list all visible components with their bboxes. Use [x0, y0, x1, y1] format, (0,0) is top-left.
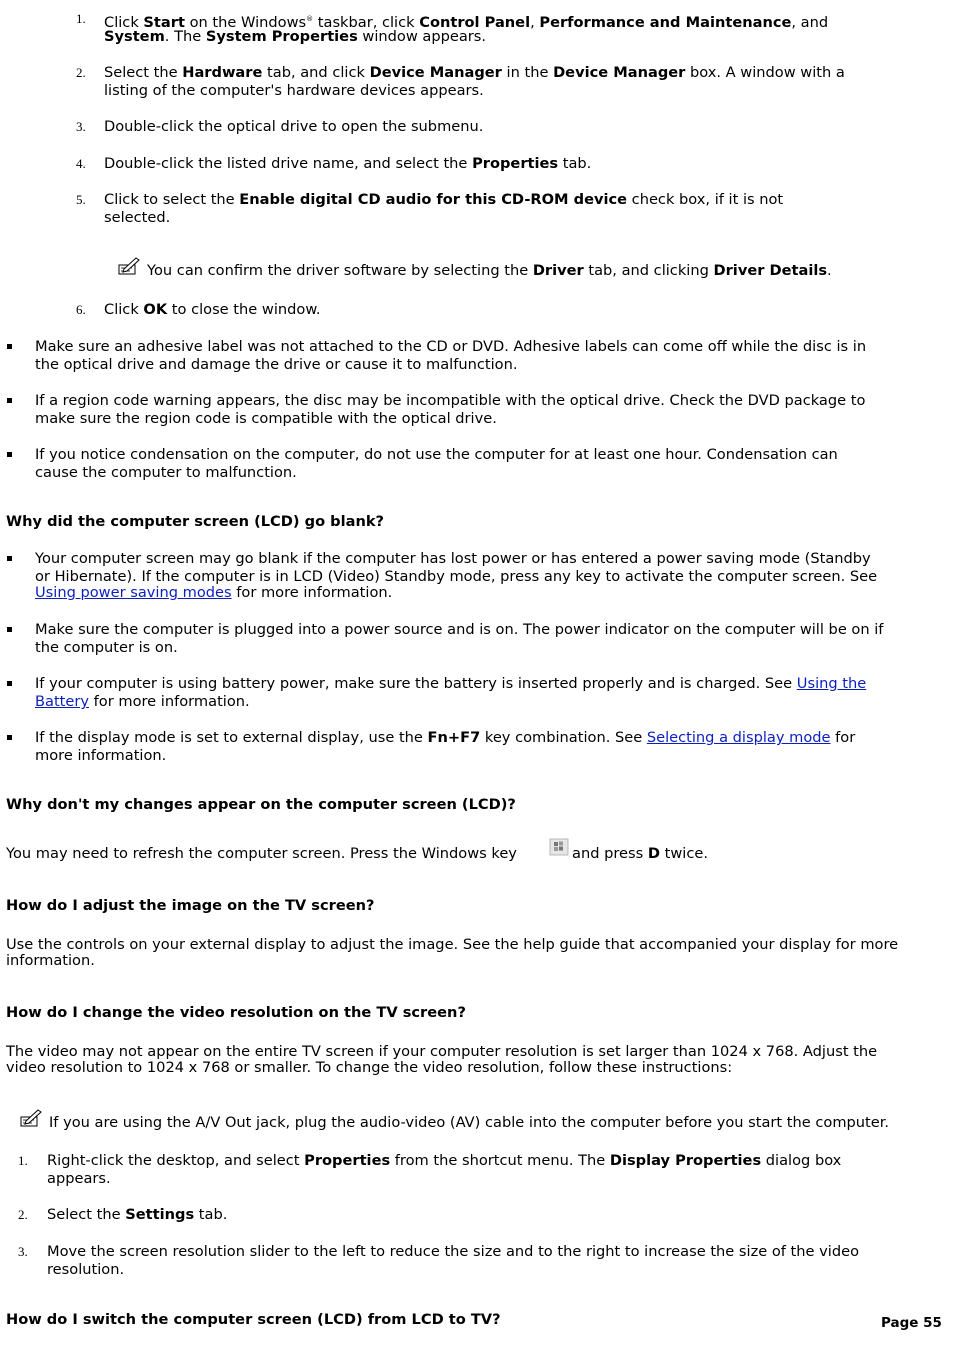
note-pencil-icon	[118, 257, 142, 277]
bullet	[7, 452, 12, 457]
text-run: in the	[501, 64, 554, 81]
bold-term: Settings	[125, 1206, 195, 1223]
text-run: the optical drive and damage the drive or cause it to malfunction.	[35, 356, 518, 373]
bullet-text-cont	[35, 464, 297, 482]
bold-term: Control Panel	[419, 13, 531, 31]
step-number: 1.	[76, 11, 86, 26]
text-run: Make sure the computer is plugged into a power source and is on. The power indicator on the computer will be on if	[35, 621, 884, 638]
text-run: Move the screen resolution slider to the left to reduce the size and to the right to increase the size of the video	[47, 1243, 859, 1260]
text-run: . The	[164, 28, 206, 45]
text-run: Make sure an adhesive label was not attached to the CD or DVD. Adhesive labels can come off while the disc is in	[35, 338, 867, 355]
note-text	[147, 262, 832, 280]
text-run: appears.	[47, 1170, 111, 1187]
bullet	[7, 627, 12, 632]
section-heading: How do I switch the computer screen (LCD) from LCD to TV?	[6, 1311, 501, 1328]
text-run: for	[830, 729, 856, 746]
bold-term: Device Manager	[369, 64, 502, 81]
step-number: 3.	[18, 1244, 28, 1259]
bold-term: System Properties	[205, 28, 358, 45]
text-run: Click	[104, 13, 144, 31]
trademark-mark: ®	[306, 15, 314, 23]
bold-term: D	[647, 845, 660, 862]
text-run: resolution.	[47, 1261, 125, 1278]
text-run: check box, if it is not	[627, 191, 784, 208]
paragraph: The video may not appear on the entire TV screen if your computer resolution is set larger than 1024 x 768. Adjust the	[6, 1043, 878, 1060]
step-text-cont	[104, 82, 484, 100]
text-run: tab, and click	[262, 64, 370, 81]
text-run: window appears.	[357, 28, 487, 45]
bullet-text	[35, 338, 866, 356]
bullet	[7, 735, 12, 740]
bullet-text-cont	[35, 584, 392, 602]
bullet-text-cont	[35, 639, 178, 657]
text-run: tab.	[194, 1206, 228, 1223]
bold-term: OK	[143, 301, 168, 318]
help-link[interactable]: Using the	[796, 675, 867, 692]
text-run: Select the	[104, 64, 183, 81]
bold-term: Performance and Maintenance	[539, 13, 792, 31]
text-run: key combination. See	[480, 729, 647, 746]
paragraph-cont	[572, 845, 708, 863]
bold-term: Fn+F7	[427, 729, 481, 746]
page-number: Page 55	[881, 1315, 942, 1331]
bullet-text	[35, 550, 871, 568]
paragraph: You may need to refresh the computer screen. Press the Windows key	[6, 845, 517, 862]
text-run: on the Windows	[184, 13, 307, 31]
bullet-text	[35, 675, 866, 693]
step-number: 1.	[18, 1153, 28, 1168]
step-text-cont	[104, 28, 486, 46]
text-run: taskbar, click	[313, 13, 420, 31]
bullet-text-cont	[35, 410, 497, 428]
text-run: You can confirm the driver software by selecting the	[147, 262, 533, 279]
step-text-cont	[104, 209, 170, 227]
paragraph-cont: video resolution to 1024 x 768 or smaller. To change the video resolution, follow these instructions:	[6, 1059, 733, 1076]
bold-term: Hardware	[182, 64, 263, 81]
bullet-text-cont	[35, 693, 250, 711]
text-run: and press	[572, 845, 648, 862]
step-text	[104, 118, 483, 136]
text-run: If your computer is using battery power, make sure the battery is inserted properly and is charged. See	[35, 675, 797, 692]
step-text	[47, 1152, 841, 1170]
bullet-text-cont	[35, 747, 166, 765]
step-number: 5.	[76, 192, 86, 207]
text-run: If the display mode is set to external display, use the	[35, 729, 428, 746]
help-link[interactable]: Selecting a display mode	[646, 729, 831, 746]
text-run: , and	[791, 13, 829, 31]
bold-term: Enable digital CD audio for this CD-ROM device	[239, 191, 628, 208]
text-run: for more information.	[231, 584, 393, 601]
text-run: Your computer screen may go blank if the computer has lost power or has entered a power saving mode (Standby	[35, 550, 871, 567]
help-link[interactable]: Battery	[35, 693, 90, 710]
step-number: 2.	[76, 65, 86, 80]
text-run: tab.	[558, 155, 592, 172]
bold-term: System	[104, 28, 165, 45]
bullet-text	[35, 621, 883, 639]
bullet	[7, 556, 12, 561]
section-heading: How do I adjust the image on the TV screen?	[6, 897, 375, 914]
text-run: .	[827, 262, 832, 279]
text-run: Double-click the optical drive to open the submenu.	[104, 118, 484, 135]
note-pencil-icon	[20, 1109, 44, 1129]
text-run: or Hibernate). If the computer is in LCD (Video) Standby mode, press any key to activate the computer screen. See	[35, 568, 878, 585]
step-text	[104, 301, 321, 319]
bullet-text	[35, 392, 865, 410]
text-run: listing of the computer's hardware devices appears.	[104, 82, 484, 99]
section-heading: Why did the computer screen (LCD) go blank?	[6, 513, 385, 530]
section-heading: How do I change the video resolution on the TV screen?	[6, 1004, 466, 1021]
bold-term: Driver	[532, 262, 584, 279]
step-text	[104, 191, 783, 209]
step-text-cont	[47, 1261, 124, 1279]
bullet-text	[35, 446, 838, 464]
bullet-text-cont	[35, 356, 517, 374]
bullet	[7, 344, 12, 349]
text-run: Right-click the desktop, and select	[47, 1152, 305, 1169]
text-run: dialog box	[761, 1152, 842, 1169]
text-run: box. A window with a	[685, 64, 845, 81]
text-run: twice.	[660, 845, 708, 862]
bold-term: Driver Details	[713, 262, 828, 279]
help-link[interactable]: Using power saving modes	[35, 584, 232, 601]
bold-term: Properties	[304, 1152, 391, 1169]
text-run: cause the computer to malfunction.	[35, 464, 297, 481]
text-run: more information.	[35, 747, 167, 764]
step-number: 3.	[76, 119, 86, 134]
bold-term: Properties	[472, 155, 559, 172]
note-text: If you are using the A/V Out jack, plug the audio-video (AV) cable into the computer before you start the computer.	[49, 1114, 890, 1131]
text-run: from the shortcut menu. The	[390, 1152, 610, 1169]
text-run: tab, and clicking	[583, 262, 714, 279]
step-text-cont	[47, 1170, 111, 1188]
step-number: 4.	[76, 156, 86, 171]
text-run: Click to select the	[104, 191, 240, 208]
text-run: for more information.	[89, 693, 250, 710]
bold-term: Device Manager	[553, 64, 686, 81]
section-heading: Why don't my changes appear on the computer screen (LCD)?	[6, 796, 516, 813]
text-run: Double-click the listed drive name, and select the	[104, 155, 473, 172]
bold-term: Display Properties	[609, 1152, 762, 1169]
text-run: the computer is on.	[35, 639, 178, 656]
text-run: Click	[104, 301, 144, 318]
paragraph: Use the controls on your external display to adjust the image. See the help guide that accompanied your display for more	[6, 936, 899, 953]
step-text	[47, 1206, 227, 1224]
bold-term: Start	[143, 13, 185, 31]
text-run: to close the window.	[167, 301, 321, 318]
step-number: 2.	[18, 1207, 28, 1222]
windows-key-icon	[549, 838, 569, 856]
text-run: If you notice condensation on the computer, do not use the computer for at least one hour. Condensation can	[35, 446, 838, 463]
bullet	[7, 681, 12, 686]
step-text	[104, 155, 591, 173]
text-run: ,	[530, 13, 540, 31]
text-run: selected.	[104, 209, 171, 226]
step-text	[104, 64, 845, 82]
bullet-text	[35, 729, 855, 747]
bullet	[7, 398, 12, 403]
text-run: make sure the region code is compatible with the optical drive.	[35, 410, 497, 427]
paragraph-cont: information.	[6, 952, 95, 969]
step-text	[47, 1243, 859, 1261]
step-number: 6.	[76, 302, 86, 317]
text-run: If a region code warning appears, the disc may be incompatible with the optical drive. Check the DVD package to	[35, 392, 866, 409]
text-run: Select the	[47, 1206, 126, 1223]
